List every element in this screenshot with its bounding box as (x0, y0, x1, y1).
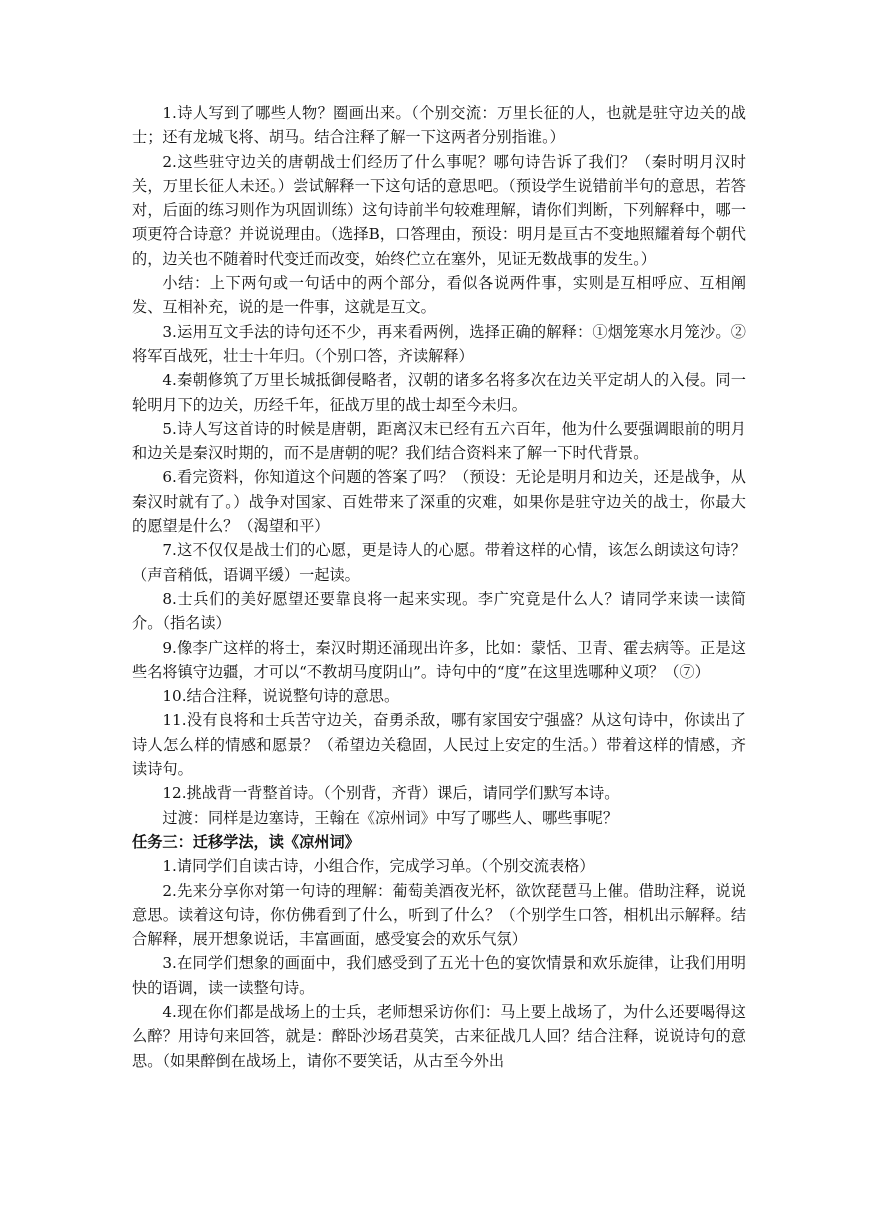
paragraph-1: 1.诗人写到了哪些人物？圈画出来。（个别交流：万里长征的人，也就是驻守边关的战士；还有龙城飞将、胡马。结合注释了解一下这两者分别指谁。） (132, 104, 746, 147)
paragraph-summary: 小结：上下两句或一句话中的两个部分，看似各说两件事，实则是互相呼应、互相阐发、互相补充，说的是一件事，这就是互文。 (132, 274, 746, 317)
paragraph-3: 3.运用互文手法的诗句还不少，再来看两例，选择正确的解释：①烟笼寒水月笼沙。②将军百战死，壮士十年归。（个别口答，齐读解释） (132, 322, 746, 365)
paragraph-task3-2: 2.先来分享你对第一句诗的理解：葡萄美酒夜光杯，欲饮琵琶马上催。借助注释，说说意思。读着这句诗，你仿佛看到了什么，听到了什么？（个别学生口答，相机出示解释。结合解释，展开想象说话，丰富画面，感受宴会的欢乐气氛） (132, 881, 746, 949)
paragraph-transition: 过渡：同样是边塞诗，王翰在《凉州词》中写了哪些人、哪些事呢？ (162, 808, 619, 827)
paragraph-task3-1: 1.请同学们自读古诗，小组合作，完成学习单。（个别交流表格） (162, 857, 595, 876)
document-body (132, 101, 746, 1073)
paragraph-4: 4.秦朝修筑了万里长城抵御侵略者，汉朝的诸多名将多次在边关平定胡人的入侵。同一轮明月下的边关，历经千年，征战万里的战士却至今未归。 (132, 371, 746, 414)
paragraph-9: 9.像李广这样的将士，秦汉时期还涌现出许多，比如：蒙恬、卫青、霍去病等。正是这些名将镇守边疆，才可以“不教胡马度阴山”。诗句中的“度”在这里选哪种义项？（⑦） (132, 638, 746, 681)
paragraph-8: 8.士兵们的美好愿望还要靠良将一起来实现。李广究竟是什么人？请同学来读一读简介。（指名读） (132, 589, 746, 633)
paragraph-7: 7.这不仅仅是战士们的心愿，更是诗人的心愿。带着这样的心情，该怎么朗读这句诗？（声音稍低，语调平缓）一起读。 (132, 541, 746, 584)
paragraph-6: 6.看完资料，你知道这个问题的答案了吗？（预设：无论是明月和边关，还是战争，从秦汉时就有了。）战争对国家、百姓带来了深重的灾难，如果你是驻守边关的战士，你最大的愿望是什么？（渴望和平） (132, 468, 746, 536)
section-heading-task-3: 任务三：迁移学法，读《凉州词》 (132, 832, 360, 851)
paragraph-2: 2.这些驻守边关的唐朝战士们经历了什么事呢？哪句诗告诉了我们？（秦时明月汉时关，万里长征人未还。）尝试解释一下这句话的意思吧。（预设学生说错前半句的意思，若答对，后面的练习则作为巩固训练）这句诗前半句较难理解，请你们判断，下列解释中，哪一项更符合诗意？并说说理由。（选择B，口答理由，预设：明月是亘古不变地照耀着每个朝代的，边关也不随着时代变迁而改变，始终伫立在塞外，见证无数战事的发生。） (132, 152, 746, 268)
paragraph-task3-4: 4.现在你们都是战场上的士兵，老师想采访你们：马上要上战场了，为什么还要喝得这么醉？用诗句来回答，就是：醉卧沙场君莫笑，古来征战几人回？结合注释，说说诗句的意思。（如果醉倒在战场上，请你不要笑话，从古至今外出 (132, 1002, 746, 1070)
paragraph-10: 10.结合注释，说说整句诗的意思。 (162, 687, 400, 706)
paragraph-11: 11.没有良将和士兵苦守边关，奋勇杀敌，哪有家国安宁强盛？从这句诗中，你读出了诗人怎么样的情感和愿景？（希望边关稳固，人民过上安定的生活。）带着这样的情感，齐读诗句。 (132, 711, 746, 779)
paragraph-5: 5.诗人写这首诗的时候是唐朝，距离汉末已经有五六百年，他为什么要强调眼前的明月和边关是秦汉时期的，而不是唐朝的呢？我们结合资料来了解一下时代背景。 (132, 419, 746, 463)
paragraph-12: 12.挑战背一背整首诗。（个别背，齐背）课后，请同学们默写本诗。 (162, 784, 620, 803)
paragraph-task3-3: 3.在同学们想象的画面中，我们感受到了五光十色的宴饮情景和欢乐旋律，让我们用明快的语调，读一读整句诗。 (132, 954, 746, 997)
